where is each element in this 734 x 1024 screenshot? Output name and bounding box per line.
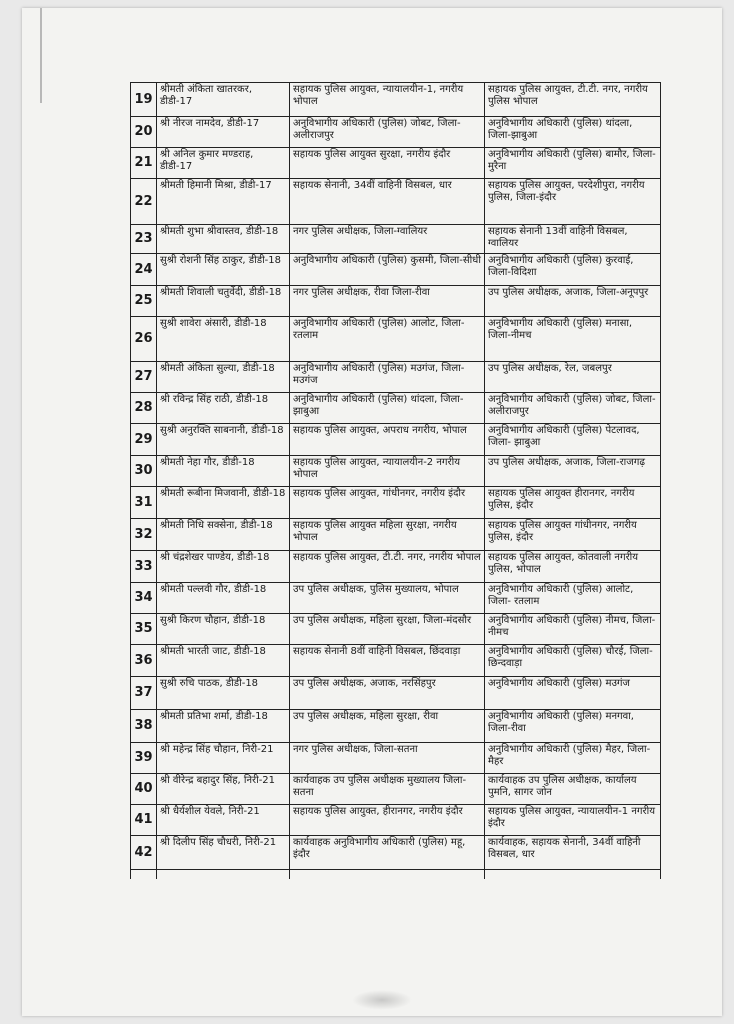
new-posting-cell: कार्यवाहक, सहायक सेनानी, 34वीं वाहिनी विसबल, धार: [485, 836, 661, 870]
new-posting-cell: सहायक पुलिस आयुक्त, कोतवाली नगरीय पुलिस, भोपाल: [485, 551, 661, 583]
serial-number-cell: 41: [131, 805, 157, 836]
serial-number-cell: 28: [131, 393, 157, 424]
current-posting-cell: कार्यवाहक उप पुलिस अधीक्षक मुख्यालय जिला-सतना: [290, 774, 485, 805]
current-posting-cell: सहायक पुलिस आयुक्त, न्यायालयीन-2 नगरीय भोपाल: [290, 456, 485, 487]
serial-number-cell: 34: [131, 583, 157, 614]
current-posting-cell: सहायक पुलिस आयुक्त, न्यायालयीन-1, नगरीय भोपाल: [290, 83, 485, 117]
new-posting-cell: उप पुलिस अधीक्षक, रेल, जबलपुर: [485, 362, 661, 393]
serial-number-cell: 42: [131, 836, 157, 870]
table-row: [131, 805, 661, 836]
current-posting-cell: सहायक सेनानी 8वीं वाहिनी विसबल, छिंदवाड़ा: [290, 645, 485, 677]
current-posting-cell: उप पुलिस अधीक्षक, महिला सुरक्षा, रीवा: [290, 710, 485, 743]
current-posting-cell: अनुविभागीय अधिकारी (पुलिस) मउगंज, जिला-मउगंज: [290, 362, 485, 393]
current-posting-cell: नगर पुलिस अधीक्षक, जिला-सतना: [290, 743, 485, 774]
table-row: [131, 583, 661, 614]
current-posting-cell: सहायक पुलिस आयुक्त, टी.टी. नगर, नगरीय भोपाल: [290, 551, 485, 583]
new-posting-cell: सहायक पुलिस आयुक्त, परदेशीपुरा, नगरीय पुलिस, जिला-इंदौर: [485, 179, 661, 225]
serial-number-cell: 25: [131, 286, 157, 317]
table-row: [131, 393, 661, 424]
serial-number-cell: 21: [131, 148, 157, 179]
new-posting-cell: अनुविभागीय अधिकारी (पुलिस) मैहर, जिला-मैहर: [485, 743, 661, 774]
officer-name-cell: श्री अनिल कुमार मण्डराह, डीडी-17: [157, 148, 290, 179]
new-posting-cell: अनुविभागीय अधिकारी (पुलिस) बामौर, जिला-मुरैना: [485, 148, 661, 179]
table-continuation-row: [131, 870, 661, 880]
table-row: [131, 710, 661, 743]
new-posting-cell: सहायक पुलिस आयुक्त, टी.टी. नगर, नगरीय पुलिस भोपाल: [485, 83, 661, 117]
new-posting-cell: सहायक पुलिस आयुक्त, न्यायालयीन-1 नगरीय इंदौर: [485, 805, 661, 836]
table-row: [131, 317, 661, 362]
empty-cell: [157, 870, 290, 880]
current-posting-cell: अनुविभागीय अधिकारी (पुलिस) जोबट, जिला-अलीराजपुर: [290, 117, 485, 148]
officer-name-cell: श्रीमती निधि सक्सेना, डीडी-18: [157, 519, 290, 551]
officer-name-cell: श्रीमती नेहा गौर, डीडी-18: [157, 456, 290, 487]
new-posting-cell: अनुविभागीय अधिकारी (पुलिस) मउगंज: [485, 677, 661, 710]
table-row: [131, 645, 661, 677]
serial-number-cell: 30: [131, 456, 157, 487]
current-posting-cell: कार्यवाहक अनुविभागीय अधिकारी (पुलिस) महू, इंदौर: [290, 836, 485, 870]
serial-number-cell: 20: [131, 117, 157, 148]
transfer-table: [130, 82, 661, 879]
transfer-table-body: [131, 83, 661, 880]
new-posting-cell: अनुविभागीय अधिकारी (पुलिस) चौरई, जिला- छिन्दवाड़ा: [485, 645, 661, 677]
officer-name-cell: श्री धैर्यशील येवले, निरी-21: [157, 805, 290, 836]
new-posting-cell: अनुविभागीय अधिकारी (पुलिस) मनासा, जिला-नीमच: [485, 317, 661, 362]
table-row: [131, 424, 661, 456]
new-posting-cell: उप पुलिस अधीक्षक, अजाक, जिला-राजगढ़: [485, 456, 661, 487]
officer-name-cell: श्रीमती पल्लवी गौर, डीडी-18: [157, 583, 290, 614]
current-posting-cell: नगर पुलिस अधीक्षक, रीवा जिला-रीवा: [290, 286, 485, 317]
serial-number-cell: 32: [131, 519, 157, 551]
new-posting-cell: सहायक सेनानी 13वीं वाहिनी विसबल, ग्वालियर: [485, 225, 661, 254]
officer-name-cell: श्रीमती अंकिता खातरकर, डीडी-17: [157, 83, 290, 117]
new-posting-cell: अनुविभागीय अधिकारी (पुलिस) कुरवाई, जिला-विदिशा: [485, 254, 661, 286]
current-posting-cell: अनुविभागीय अधिकारी (पुलिस) थांदला, जिला-झाबुआ: [290, 393, 485, 424]
table-row: [131, 551, 661, 583]
table-row: [131, 614, 661, 645]
serial-number-cell: 26: [131, 317, 157, 362]
current-posting-cell: उप पुलिस अधीक्षक, महिला सुरक्षा, जिला-मंदसौर: [290, 614, 485, 645]
officer-name-cell: सुश्री अनुरक्ति साबनानी, डीडी-18: [157, 424, 290, 456]
officer-name-cell: श्री नीरज नामदेव, डीडी-17: [157, 117, 290, 148]
table-row: [131, 774, 661, 805]
table-row: [131, 179, 661, 225]
table-row: [131, 836, 661, 870]
new-posting-cell: सहायक पुलिस आयुक्त हीरानगर, नगरीय पुलिस, इंदौर: [485, 487, 661, 519]
serial-number-cell: 33: [131, 551, 157, 583]
new-posting-cell: अनुविभागीय अधिकारी (पुलिस) पेटलावद, जिला- झाबुआ: [485, 424, 661, 456]
serial-number-cell: 19: [131, 83, 157, 117]
new-posting-cell: अनुविभागीय अधिकारी (पुलिस) आलोट, जिला- रतलाम: [485, 583, 661, 614]
current-posting-cell: उप पुलिस अधीक्षक, अजाक, नरसिंहपुर: [290, 677, 485, 710]
serial-number-cell: 23: [131, 225, 157, 254]
officer-name-cell: श्रीमती अंकिता सुल्या, डीडी-18: [157, 362, 290, 393]
serial-number-cell: 27: [131, 362, 157, 393]
table-row: [131, 362, 661, 393]
officer-name-cell: श्रीमती भारती जाट, डीडी-18: [157, 645, 290, 677]
new-posting-cell: कार्यवाहक उप पुलिस अधीक्षक, कार्यालय पुमनि, सागर जोन: [485, 774, 661, 805]
officer-name-cell: श्रीमती हिमानी मिश्रा, डीडी-17: [157, 179, 290, 225]
new-posting-cell: अनुविभागीय अधिकारी (पुलिस) जोबट, जिला-अलीराजपुर: [485, 393, 661, 424]
empty-cell: [290, 870, 485, 880]
table-row: [131, 519, 661, 551]
new-posting-cell: उप पुलिस अधीक्षक, अजाक, जिला-अनूपपुर: [485, 286, 661, 317]
serial-number-cell: 35: [131, 614, 157, 645]
document-page: [22, 8, 722, 1016]
current-posting-cell: सहायक सेनानी, 34वीं वाहिनी विसबल, धार: [290, 179, 485, 225]
new-posting-cell: अनुविभागीय अधिकारी (पुलिस) थांदला, जिला-झाबुआ: [485, 117, 661, 148]
current-posting-cell: अनुविभागीय अधिकारी (पुलिस) आलोट, जिला- रतलाम: [290, 317, 485, 362]
table-row: [131, 677, 661, 710]
table-row: [131, 117, 661, 148]
current-posting-cell: सहायक पुलिस आयुक्त सुरक्षा, नगरीय इंदौर: [290, 148, 485, 179]
scan-smudge: [352, 990, 412, 1010]
serial-number-cell: 37: [131, 677, 157, 710]
current-posting-cell: सहायक पुलिस आयुक्त महिला सुरक्षा, नगरीय भोपाल: [290, 519, 485, 551]
officer-name-cell: सुश्री किरण चौहान, डीडी-18: [157, 614, 290, 645]
officer-name-cell: श्रीमती शिवाली चतुर्वेदी, डीडी-18: [157, 286, 290, 317]
current-posting-cell: नगर पुलिस अधीक्षक, जिला-ग्वालियर: [290, 225, 485, 254]
officer-name-cell: श्री वीरेन्द्र बहादुर सिंह, निरी-21: [157, 774, 290, 805]
page-edge-mark: [40, 8, 42, 103]
current-posting-cell: उप पुलिस अधीक्षक, पुलिस मुख्यालय, भोपाल: [290, 583, 485, 614]
table-row: [131, 743, 661, 774]
new-posting-cell: अनुविभागीय अधिकारी (पुलिस) नीमच, जिला-नीमच: [485, 614, 661, 645]
current-posting-cell: सहायक पुलिस आयुक्त, अपराध नगरीय, भोपाल: [290, 424, 485, 456]
current-posting-cell: अनुविभागीय अधिकारी (पुलिस) कुसमी, जिला-सीधी: [290, 254, 485, 286]
officer-name-cell: श्री दिलीप सिंह चौधरी, निरी-21: [157, 836, 290, 870]
table-row: [131, 254, 661, 286]
serial-number-cell: 40: [131, 774, 157, 805]
empty-cell: [131, 870, 157, 880]
officer-name-cell: श्रीमती रूबीना मिजवानी, डीडी-18: [157, 487, 290, 519]
table-row: [131, 225, 661, 254]
current-posting-cell: सहायक पुलिस आयुक्त, गांधीनगर, नगरीय इंदौर: [290, 487, 485, 519]
serial-number-cell: 38: [131, 710, 157, 743]
table-row: [131, 148, 661, 179]
table-row: [131, 487, 661, 519]
officer-name-cell: सुश्री रुचि पाठक, डीडी-18: [157, 677, 290, 710]
serial-number-cell: 36: [131, 645, 157, 677]
table-row: [131, 286, 661, 317]
officer-name-cell: सुश्री रोशनी सिंह ठाकुर, डीडी-18: [157, 254, 290, 286]
officer-name-cell: श्री रविन्द्र सिंह राठी, डीडी-18: [157, 393, 290, 424]
current-posting-cell: सहायक पुलिस आयुक्त, हीरानगर, नगरीय इंदौर: [290, 805, 485, 836]
officer-name-cell: श्रीमती प्रतिभा शर्मा, डीडी-18: [157, 710, 290, 743]
serial-number-cell: 31: [131, 487, 157, 519]
new-posting-cell: अनुविभागीय अधिकारी (पुलिस) मनगवा, जिला-रीवा: [485, 710, 661, 743]
serial-number-cell: 24: [131, 254, 157, 286]
serial-number-cell: 39: [131, 743, 157, 774]
new-posting-cell: सहायक पुलिस आयुक्त गांधीनगर, नगरीय पुलिस, इंदौर: [485, 519, 661, 551]
officer-name-cell: श्रीमती शुभा श्रीवास्तव, डीडी-18: [157, 225, 290, 254]
table-row: [131, 83, 661, 117]
officer-name-cell: श्री चंद्रशेखर पाण्डेय, डीडी-18: [157, 551, 290, 583]
officer-name-cell: श्री महेन्द्र सिंह चौहान, निरी-21: [157, 743, 290, 774]
serial-number-cell: 22: [131, 179, 157, 225]
empty-cell: [485, 870, 661, 880]
table-row: [131, 456, 661, 487]
serial-number-cell: 29: [131, 424, 157, 456]
officer-name-cell: सुश्री शावेरा अंसारी, डीडी-18: [157, 317, 290, 362]
